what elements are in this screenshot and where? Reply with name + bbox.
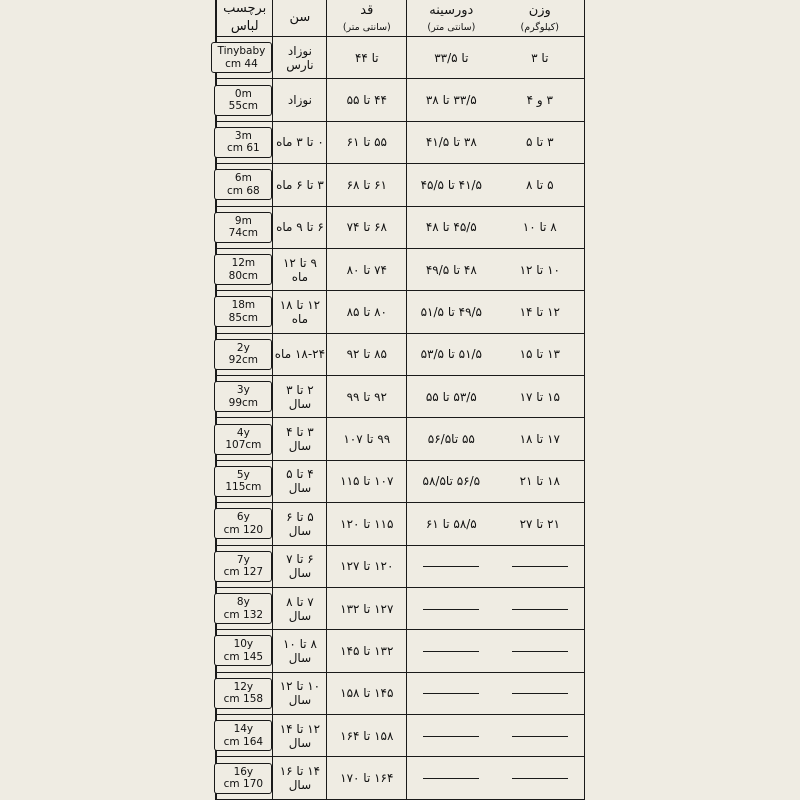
cell-weight: ۸ تا ۱۰ bbox=[496, 206, 584, 248]
garment-size-tag-height: 158 cm bbox=[223, 693, 264, 706]
garment-size-tag-height: 61 cm bbox=[226, 142, 260, 155]
cell-chest: ۳۳/۵ تا ۳۸ bbox=[407, 79, 496, 121]
empty-dash bbox=[512, 609, 568, 610]
cell-label bbox=[217, 291, 273, 333]
cell-label bbox=[217, 672, 273, 714]
empty-dash bbox=[512, 651, 568, 652]
empty-dash bbox=[512, 736, 568, 737]
column-header-label bbox=[217, 0, 273, 37]
garment-size-tag bbox=[214, 678, 272, 709]
garment-size-tag-height: 127 cm bbox=[223, 566, 264, 579]
cell-chest bbox=[407, 587, 496, 629]
garment-size-tag-age: 2y bbox=[236, 341, 250, 354]
cell-age: ۸ تا ۱۰ سال bbox=[273, 630, 327, 672]
table-row bbox=[217, 206, 585, 248]
cell-height: ۱۳۲ تا ۱۴۵ bbox=[327, 630, 407, 672]
garment-size-tag bbox=[214, 466, 272, 497]
garment-size-tag-height: 74cm bbox=[228, 227, 259, 240]
empty-dash bbox=[423, 609, 479, 610]
table-row bbox=[217, 503, 585, 545]
table-row bbox=[217, 121, 585, 163]
table-row bbox=[217, 545, 585, 587]
column-header-weight-title: وزن bbox=[528, 2, 551, 18]
table-row bbox=[217, 79, 585, 121]
empty-dash bbox=[423, 778, 479, 779]
cell-weight bbox=[496, 587, 584, 629]
table-row bbox=[217, 164, 585, 206]
garment-size-tag-age: 0m bbox=[234, 87, 252, 100]
cell-height: ۶۸ تا ۷۴ bbox=[327, 206, 407, 248]
cell-label bbox=[217, 460, 273, 502]
empty-dash bbox=[423, 651, 479, 652]
cell-chest bbox=[407, 715, 496, 757]
garment-size-tag bbox=[214, 85, 272, 116]
garment-size-tag-height: 107cm bbox=[225, 439, 262, 452]
size-chart-container bbox=[215, 0, 585, 800]
cell-age: ۶ تا ۹ ماه bbox=[273, 206, 327, 248]
table-row bbox=[217, 460, 585, 502]
garment-size-tag bbox=[214, 169, 272, 200]
cell-age: ۶ تا ۷ سال bbox=[273, 545, 327, 587]
garment-size-tag-age: 3y bbox=[236, 384, 250, 397]
garment-size-tag-age: 8y bbox=[236, 596, 250, 609]
cell-height: ۹۲ تا ۹۹ bbox=[327, 376, 407, 418]
cell-age: ۰ تا ۳ ماه bbox=[273, 121, 327, 163]
column-header-label-title: برچسب لباس bbox=[223, 1, 267, 34]
cell-height: ۶۱ تا ۶۸ bbox=[327, 164, 407, 206]
garment-size-tag-age: 10y bbox=[233, 638, 254, 651]
cell-chest bbox=[407, 672, 496, 714]
cell-weight: ۱۳ تا ۱۵ bbox=[496, 333, 584, 375]
cell-label bbox=[217, 630, 273, 672]
empty-dash bbox=[423, 566, 479, 567]
column-header-age-title: سن bbox=[289, 10, 311, 25]
empty-dash bbox=[423, 693, 479, 694]
cell-age: ۴ تا ۵ سال bbox=[273, 460, 327, 502]
garment-size-tag-age: 6m bbox=[234, 172, 252, 185]
cell-label bbox=[217, 376, 273, 418]
cell-label bbox=[217, 418, 273, 460]
garment-size-tag bbox=[214, 127, 272, 158]
table-row bbox=[217, 376, 585, 418]
column-header-height-title: قد bbox=[360, 2, 374, 18]
cell-chest: تا ۳۳/۵ bbox=[407, 37, 496, 79]
column-header-height bbox=[327, 0, 407, 37]
cell-label bbox=[217, 79, 273, 121]
cell-label bbox=[217, 37, 273, 79]
cell-label bbox=[217, 206, 273, 248]
cell-height: ۸۵ تا ۹۲ bbox=[327, 333, 407, 375]
cell-weight: ۱۷ تا ۱۸ bbox=[496, 418, 584, 460]
cell-height: تا ۴۴ bbox=[327, 37, 407, 79]
garment-size-tag-age: 12y bbox=[233, 680, 254, 693]
garment-size-tag bbox=[211, 42, 273, 73]
table-row bbox=[217, 248, 585, 290]
garment-size-tag-height: 92cm bbox=[228, 354, 259, 367]
empty-dash bbox=[512, 693, 568, 694]
garment-size-tag-height: 164 cm bbox=[223, 735, 264, 748]
header-row bbox=[217, 0, 585, 37]
garment-size-tag-height: 99cm bbox=[228, 396, 259, 409]
garment-size-tag-height: 170 cm bbox=[223, 778, 264, 791]
cell-label bbox=[217, 757, 273, 800]
cell-chest: ۴۱/۵ تا ۴۵/۵ bbox=[407, 164, 496, 206]
cell-age: ۱۰ تا ۱۲ سال bbox=[273, 672, 327, 714]
column-header-chest bbox=[407, 0, 496, 37]
column-header-weight-unit: (کیلوگرم) bbox=[520, 21, 560, 33]
cell-label bbox=[217, 545, 273, 587]
table-row bbox=[217, 715, 585, 757]
cell-label bbox=[217, 503, 273, 545]
garment-size-tag-age: 18m bbox=[231, 299, 256, 312]
column-header-chest-unit: (سانتی متر) bbox=[427, 21, 476, 33]
size-chart-table bbox=[216, 0, 584, 800]
garment-size-tag-age: 6y bbox=[236, 511, 250, 524]
cell-chest: ۵۸/۵ تا ۶۱ bbox=[407, 503, 496, 545]
cell-label bbox=[217, 333, 273, 375]
table-row bbox=[217, 291, 585, 333]
cell-weight bbox=[496, 672, 584, 714]
cell-age: ۳ تا ۴ سال bbox=[273, 418, 327, 460]
cell-height: ۴۴ تا ۵۵ bbox=[327, 79, 407, 121]
cell-height: ۱۴۵ تا ۱۵۸ bbox=[327, 672, 407, 714]
cell-weight bbox=[496, 545, 584, 587]
cell-chest: ۳۸ تا ۴۱/۵ bbox=[407, 121, 496, 163]
column-header-height-unit: (سانتی متر) bbox=[342, 21, 391, 33]
garment-size-tag bbox=[214, 635, 272, 666]
table-header bbox=[217, 0, 585, 37]
cell-weight: ۲۱ تا ۲۷ bbox=[496, 503, 584, 545]
cell-age: ۷ تا ۸ سال bbox=[273, 587, 327, 629]
cell-chest: ۵۱/۵ تا ۵۳/۵ bbox=[407, 333, 496, 375]
garment-size-tag-height: 68 cm bbox=[226, 184, 260, 197]
cell-height: ۱۶۴ تا ۱۷۰ bbox=[327, 757, 407, 800]
garment-size-tag-height: 145 cm bbox=[223, 650, 264, 663]
cell-chest: ۵۵ تا۵۶/۵ bbox=[407, 418, 496, 460]
cell-chest: ۴۸ تا ۴۹/۵ bbox=[407, 248, 496, 290]
garment-size-tag bbox=[214, 424, 272, 455]
cell-weight: ۱۰ تا ۱۲ bbox=[496, 248, 584, 290]
table-row bbox=[217, 630, 585, 672]
cell-height: ۵۵ تا ۶۱ bbox=[327, 121, 407, 163]
garment-size-tag-age: 9m bbox=[234, 214, 252, 227]
empty-dash bbox=[512, 778, 568, 779]
cell-chest: ۴۹/۵ تا ۵۱/۵ bbox=[407, 291, 496, 333]
empty-dash bbox=[423, 736, 479, 737]
cell-chest bbox=[407, 545, 496, 587]
cell-age: ۱۲ تا ۱۴ سال bbox=[273, 715, 327, 757]
cell-age: ۱۲ تا ۱۸ ماه bbox=[273, 291, 327, 333]
cell-age: ۵ تا ۶ سال bbox=[273, 503, 327, 545]
garment-size-tag bbox=[214, 508, 272, 539]
cell-height: ۱۲۰ تا ۱۲۷ bbox=[327, 545, 407, 587]
cell-weight: ۳ تا ۵ bbox=[496, 121, 584, 163]
garment-size-tag-height: 132 cm bbox=[223, 608, 264, 621]
garment-size-tag-age: 7y bbox=[236, 553, 250, 566]
garment-size-tag bbox=[214, 212, 272, 243]
garment-size-tag bbox=[214, 381, 272, 412]
cell-weight: ۱۲ تا ۱۴ bbox=[496, 291, 584, 333]
cell-weight bbox=[496, 630, 584, 672]
garment-size-tag-age: 12m bbox=[231, 257, 256, 270]
garment-size-tag-height: 80cm bbox=[228, 269, 259, 282]
table-row bbox=[217, 418, 585, 460]
column-header-chest-title: دورسینه bbox=[429, 2, 474, 18]
garment-size-tag-height: 55cm bbox=[228, 100, 259, 113]
cell-height: ۱۱۵ تا ۱۲۰ bbox=[327, 503, 407, 545]
garment-size-tag bbox=[214, 339, 272, 370]
cell-height: ۱۰۷ تا ۱۱۵ bbox=[327, 460, 407, 502]
cell-age: نوزاد bbox=[273, 79, 327, 121]
garment-size-tag-age: 16y bbox=[233, 765, 254, 778]
cell-height: ۷۴ تا ۸۰ bbox=[327, 248, 407, 290]
cell-height: ۱۵۸ تا ۱۶۴ bbox=[327, 715, 407, 757]
cell-weight: ۵ تا ۸ bbox=[496, 164, 584, 206]
garment-size-tag-age: 4y bbox=[236, 426, 250, 439]
cell-chest: ۵۶/۵ تا۵۸/۵ bbox=[407, 460, 496, 502]
cell-age: ۱۴ تا ۱۶ سال bbox=[273, 757, 327, 800]
garment-size-tag-age: 5y bbox=[236, 468, 250, 481]
cell-age: ۱۸-۲۴ ماه bbox=[273, 333, 327, 375]
cell-height: ۱۲۷ تا ۱۳۲ bbox=[327, 587, 407, 629]
cell-label bbox=[217, 164, 273, 206]
table-row bbox=[217, 672, 585, 714]
column-header-age bbox=[273, 0, 327, 37]
cell-weight: ۱۸ تا ۲۱ bbox=[496, 460, 584, 502]
garment-size-tag-height: 120 cm bbox=[223, 523, 264, 536]
cell-label bbox=[217, 248, 273, 290]
table-row bbox=[217, 333, 585, 375]
cell-age: ۲ تا ۳ سال bbox=[273, 376, 327, 418]
garment-size-tag bbox=[214, 551, 272, 582]
table-row bbox=[217, 587, 585, 629]
table-row bbox=[217, 37, 585, 79]
garment-size-tag bbox=[214, 254, 272, 285]
garment-size-tag bbox=[214, 763, 272, 794]
empty-dash bbox=[512, 566, 568, 567]
cell-age: ۳ تا ۶ ماه bbox=[273, 164, 327, 206]
cell-height: ۸۰ تا ۸۵ bbox=[327, 291, 407, 333]
cell-label bbox=[217, 121, 273, 163]
cell-weight: ۳ و ۴ bbox=[496, 79, 584, 121]
cell-height: ۹۹ تا ۱۰۷ bbox=[327, 418, 407, 460]
cell-chest bbox=[407, 630, 496, 672]
garment-size-tag-height: 44 cm bbox=[225, 57, 258, 70]
table-row bbox=[217, 757, 585, 800]
column-header-weight bbox=[496, 0, 584, 37]
cell-chest bbox=[407, 757, 496, 800]
cell-label bbox=[217, 587, 273, 629]
cell-weight: ۱۵ تا ۱۷ bbox=[496, 376, 584, 418]
garment-size-tag-age: Tinybaby bbox=[217, 45, 266, 58]
cell-label bbox=[217, 715, 273, 757]
garment-size-tag bbox=[214, 593, 272, 624]
garment-size-tag-age: 3m bbox=[234, 129, 252, 142]
garment-size-tag-age: 14y bbox=[233, 723, 254, 736]
cell-age: نوزاد نارس bbox=[273, 37, 327, 79]
garment-size-tag bbox=[214, 296, 272, 327]
garment-size-tag-height: 115cm bbox=[225, 481, 262, 494]
cell-chest: ۵۳/۵ تا ۵۵ bbox=[407, 376, 496, 418]
cell-age: ۹ تا ۱۲ ماه bbox=[273, 248, 327, 290]
garment-size-tag bbox=[214, 720, 272, 751]
cell-chest: ۴۵/۵ تا ۴۸ bbox=[407, 206, 496, 248]
garment-size-tag-height: 85cm bbox=[228, 311, 259, 324]
cell-weight: تا ۳ bbox=[496, 37, 584, 79]
cell-weight bbox=[496, 715, 584, 757]
cell-weight bbox=[496, 757, 584, 800]
table-body bbox=[217, 37, 585, 800]
